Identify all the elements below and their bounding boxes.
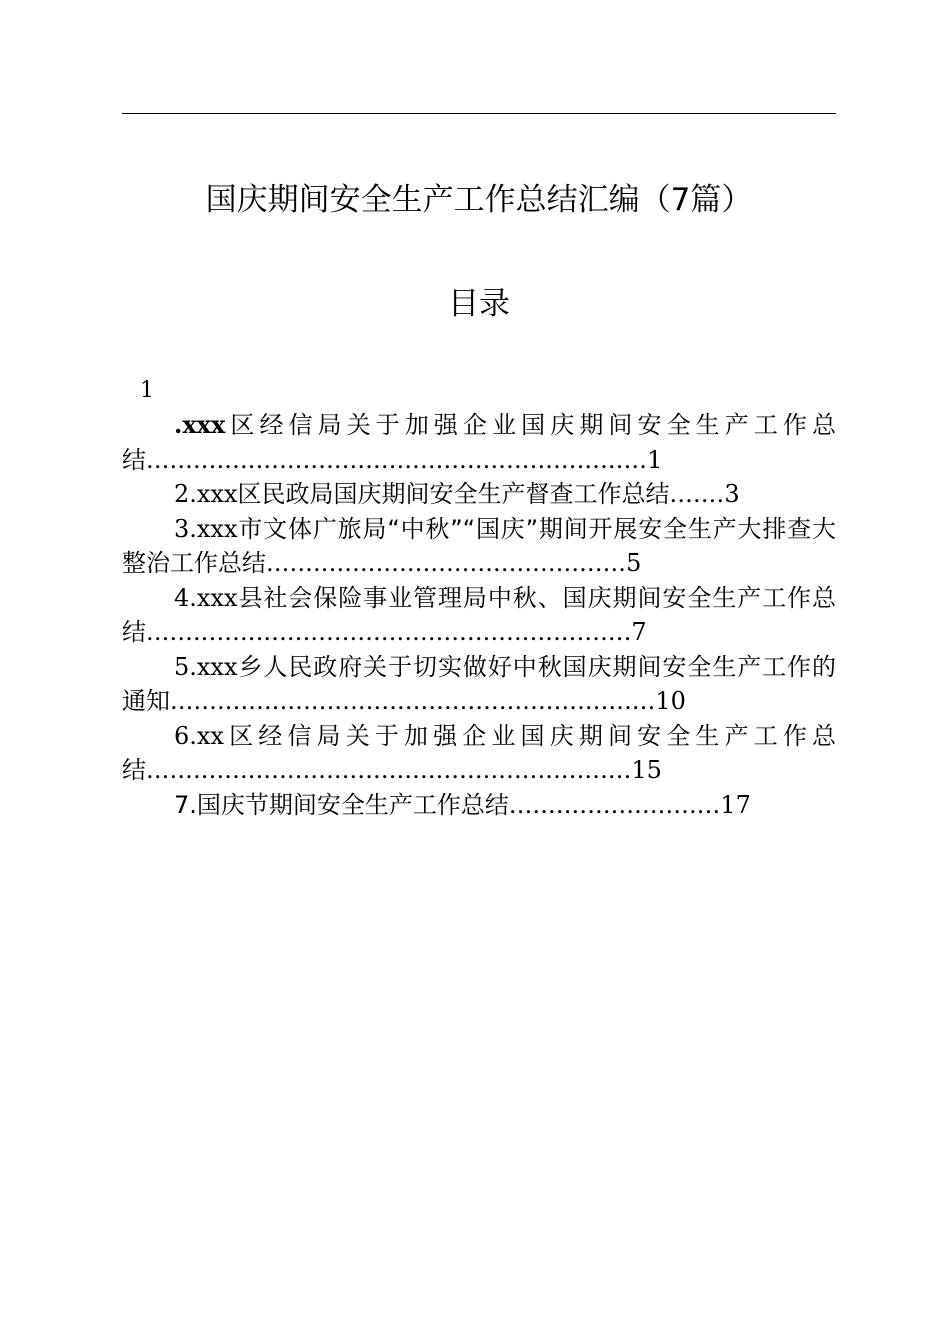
toc-entry-5-page: 10 (655, 687, 686, 715)
toc-entry-6[interactable] (122, 719, 836, 788)
toc-entry-2-leader: ....... (669, 480, 725, 508)
toc-entry-2-number: 2.xxx (174, 480, 238, 508)
toc-entry-5-text: 乡人民政府关于切实做好中秋国庆期间安全生产工作的通知 (122, 652, 836, 715)
toc-entry-4[interactable] (122, 581, 836, 650)
toc-entry-4-number: 4.xxx (174, 583, 238, 612)
table-of-contents (122, 374, 836, 822)
toc-entry-6-page: 15 (631, 756, 662, 784)
toc-entry-7-leader: ........................... (508, 790, 721, 819)
toc-entry-1[interactable] (122, 408, 836, 477)
toc-entry-1-prefix: .xxx (174, 410, 226, 439)
toc-entry-1-text: 区经信局关于加强企业国庆期间安全生产工作总结 (122, 411, 836, 474)
toc-entry-2[interactable] (122, 477, 836, 512)
toc-entry-5-number: 5.xxx (174, 652, 238, 681)
toc-entry-4-page: 7 (631, 618, 647, 646)
toc-entry-4-leader: .............................................................. (146, 618, 632, 646)
toc-entry-1-number: 1 (140, 378, 154, 403)
toc-entry-3-number: 3.xxx (174, 514, 238, 543)
toc-entry-3-text: 市文体广旅局“中秋”“国庆”期间开展安全生产大排查大整治工作总结 (122, 514, 836, 577)
toc-entry-7-page: 17 (720, 790, 751, 819)
toc-entry-3[interactable] (122, 512, 836, 581)
toc-entry-1-page: 1 (647, 445, 663, 474)
toc-entry-6-text: 区经信局关于加强企业国庆期间安全生产工作总结 (122, 721, 836, 784)
toc-entry-2-text: 区民政局国庆期间安全生产督查工作总结 (237, 480, 670, 508)
toc-entry-6-leader: .............................................................. (146, 756, 632, 784)
toc-entry-4-text: 县社会保险事业管理局中秋、国庆期间安全生产工作总结 (122, 583, 836, 646)
toc-entry-2-page: 3 (724, 480, 740, 508)
toc-entry-3-page: 5 (626, 549, 642, 577)
toc-entry-3-leader: .............................................. (266, 549, 627, 577)
toc-entry-7[interactable] (122, 788, 836, 823)
toc-entry-5-leader: .............................................................. (170, 687, 656, 715)
toc-heading: 目录 (448, 286, 510, 322)
toc-entry-5[interactable] (122, 650, 836, 719)
toc-entry-1-leader: ................................................................ (146, 445, 648, 474)
document-title: 国庆期间安全生产工作总结汇编（7篇） (205, 182, 753, 218)
header-rule (122, 113, 836, 114)
toc-entry-7-text: 国庆节期间安全生产工作总结 (196, 790, 509, 819)
toc-entry-7-number: 7. (174, 790, 197, 819)
toc-entry-6-number: 6.xx (174, 721, 224, 750)
